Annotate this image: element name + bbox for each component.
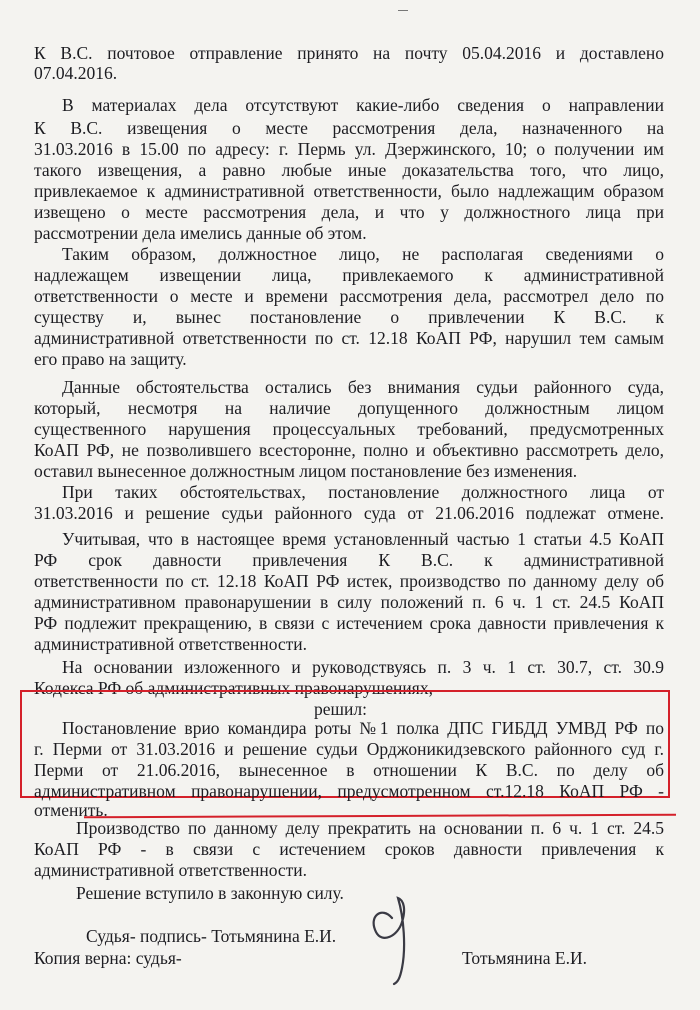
text-line: 31.03.2016 в 15.00 по адресу: г. Пермь ул. Дзержинского, 10; о получении им xyxy=(34,139,664,159)
text-line: привлекаемое к административной ответственности, было надлежащим образом xyxy=(34,181,664,201)
text-line: административной ответственности по ст. 12.18 КоАП РФ, нарушил тем самым xyxy=(34,328,664,348)
text-line: Производство по данному делу прекратить на основании п. 6 ч. 1 ст. 24.5 xyxy=(76,818,664,838)
judge-name: Тотьмянина Е.И. xyxy=(462,948,587,968)
text-line: извещено о месте рассмотрения дела, и что у должностного лица при xyxy=(34,202,664,222)
text-line: В материалах дела отсутствуют какие-либо сведения о направлении xyxy=(62,95,664,115)
text-line: РФ срок давности привлечения К В.С. к административной xyxy=(34,550,664,570)
text-line: г. Перми от 31.03.2016 и решение судьи Орджоникидзевского районного суд г. xyxy=(34,739,664,759)
text-line: ответственности по ст. 12.18 КоАП РФ истек, производство по данному делу об xyxy=(34,571,664,591)
text-line: К В.С. извещения о месте рассмотрения дела, назначенного на xyxy=(34,118,664,138)
text-line: Данные обстоятельства остались без внимания судьи районного суда, xyxy=(62,377,664,397)
scan-mark xyxy=(398,2,408,11)
text-line: Учитывая, что в настоящее время установленный частью 1 статьи 4.5 КоАП xyxy=(62,529,664,549)
text-line: К В.С. почтовое отправление принято на почту 05.04.2016 и доставлено xyxy=(34,43,664,63)
text-line: Перми от 21.06.2016, вынесенное в отношении К В.С. по делу об xyxy=(34,760,664,780)
decision-heading: решил: xyxy=(314,699,367,719)
text-line: рассмотрении дела имелись данные об этом. xyxy=(34,223,367,243)
text-line: РФ подлежит прекращению, в связи с истечением срока давности привлечения к xyxy=(34,613,664,633)
text-line: отменить. xyxy=(34,800,108,820)
text-line: Постановление врио командира роты №1 полка ДПС ГИБДД УМВД РФ по xyxy=(62,718,664,738)
text-line: Решение вступило в законную силу. xyxy=(76,883,344,903)
text-line: такого извещения, а равно любые иные доказательства того, что лицо, xyxy=(34,160,664,180)
text-line: административном правонарушении, предусмотренном ст.12.18 КоАП РФ - xyxy=(34,781,664,801)
text-line: оставил вынесенное должностным лицом постановление без изменения. xyxy=(34,461,578,481)
text-line: 07.04.2016. xyxy=(34,63,118,83)
copy-certified-line: Копия верна: судья- xyxy=(34,948,182,968)
text-line: Таким образом, должностное лицо, не располагая сведениями о xyxy=(62,244,664,264)
text-line: существенного нарушения процессуальных требований, предусмотренных xyxy=(34,419,664,439)
text-line: существу и, вынес постановление о привлечении К В.С. к xyxy=(34,307,664,327)
text-line: Кодекса РФ об административных правонарушениях, xyxy=(34,678,433,698)
text-line: ответственности о месте и времени рассмотрения дела, рассмотрел дело по xyxy=(34,286,664,306)
text-line: КоАП РФ, не позволившего всесторонне, полно и объективно рассмотреть дело, xyxy=(34,440,664,460)
text-line: административном правонарушении в силу положений п. 6 ч. 1 ст. 24.5 КоАП xyxy=(34,592,664,612)
text-line: На основании изложенного и руководствуясь п. 3 ч. 1 ст. 30.7, ст. 30.9 xyxy=(62,657,664,677)
text-line: его право на защиту. xyxy=(34,349,187,369)
text-line: надлежащем извещении лица, привлекаемого к административной xyxy=(34,265,664,285)
handwritten-signature-icon xyxy=(362,888,432,988)
text-line: административной ответственности. xyxy=(34,860,308,880)
judge-signature-line: Судья- подпись- Тотьмянина Е.И. xyxy=(86,926,337,946)
text-line: 31.03.2016 и решение судьи районного суда от 21.06.2016 подлежат отмене. xyxy=(34,503,664,523)
text-line: который, несмотря на наличие допущенного должностным лицом xyxy=(34,398,664,418)
text-line: КоАП РФ - в связи с истечением сроков давности привлечения к xyxy=(34,839,664,859)
text-line: При таких обстоятельствах, постановление должностного лица от xyxy=(62,482,664,502)
text-line: административной ответственности. xyxy=(34,634,308,654)
